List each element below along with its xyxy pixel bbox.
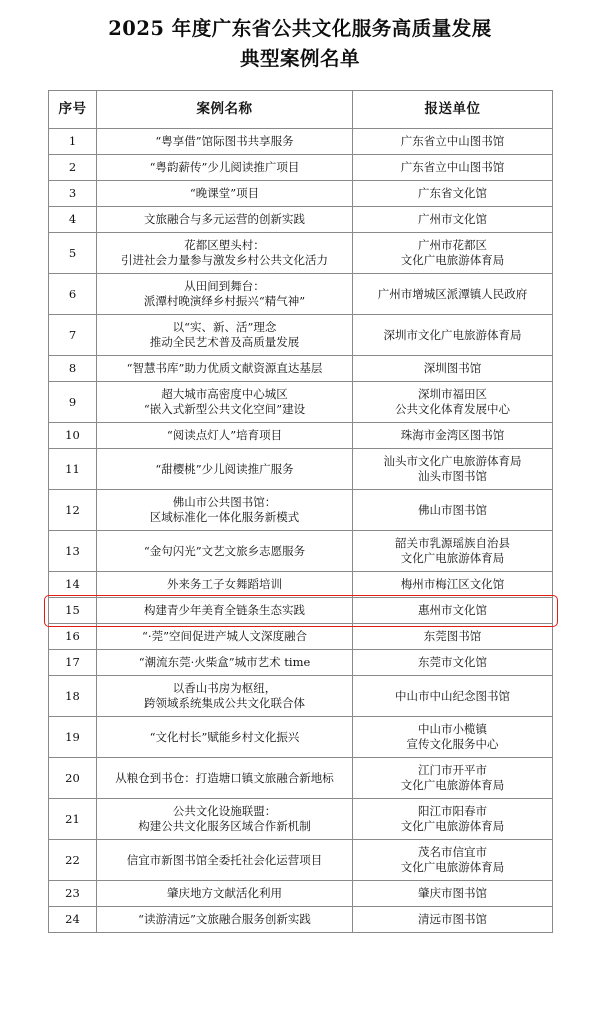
cell-submitting-unit <box>353 531 553 572</box>
cell-submitting-unit <box>353 423 553 449</box>
case-name-line: 信宜市新图书馆全委托社会化运营项目 <box>126 852 323 867</box>
table-row <box>49 274 553 315</box>
cell-case-name <box>97 274 353 315</box>
case-name-line: “潮流东莞·火柴盒”城市艺术 time <box>138 655 311 669</box>
cell-no: 21 <box>49 799 97 840</box>
cell-submitting-unit <box>353 233 553 274</box>
cell-no: 19 <box>49 717 97 758</box>
cell-submitting-unit <box>353 650 553 676</box>
submitting-unit-line: 宣传文化服务中心 <box>406 737 499 751</box>
table-row <box>49 907 553 933</box>
table-row <box>49 233 553 274</box>
cell-no: 10 <box>49 423 97 449</box>
cell-case-name <box>97 598 353 624</box>
submitting-unit-line: 文化广电旅游体育局 <box>400 819 505 833</box>
case-name-line: “金句闪光”文艺文旅乡志愿服务 <box>143 543 306 558</box>
table-row <box>49 717 553 758</box>
submitting-unit-line: 东莞市文化馆 <box>418 655 487 669</box>
submitting-unit-line: 中山市中山纪念图书馆 <box>395 688 510 703</box>
column-header-no: 序号 <box>49 91 97 129</box>
table-header-row <box>49 91 553 129</box>
title-line-2: 典型案例名单 <box>239 47 360 70</box>
cell-no: 23 <box>49 881 97 907</box>
submitting-unit-line: 广州市文化馆 <box>418 212 487 226</box>
table-row <box>49 490 553 531</box>
submitting-unit-line: 汕头市文化广电旅游体育局 <box>383 454 522 468</box>
case-list-table <box>48 90 553 933</box>
submitting-unit-line: 中山市小榄镇 <box>418 722 487 736</box>
cell-no: 1 <box>49 129 97 155</box>
cell-submitting-unit <box>353 155 553 181</box>
case-name-line: “晚课堂”项目 <box>189 186 260 200</box>
cell-case-name <box>97 650 353 676</box>
table-row <box>49 676 553 717</box>
cell-no: 20 <box>49 758 97 799</box>
cell-submitting-unit <box>353 129 553 155</box>
cell-no: 16 <box>49 624 97 650</box>
cell-case-name <box>97 799 353 840</box>
cell-no: 13 <box>49 531 97 572</box>
table-row <box>49 799 553 840</box>
cell-no: 18 <box>49 676 97 717</box>
case-name-line: 推动全民艺术普及高质量发展 <box>149 335 300 349</box>
case-name-line: “智慧书库”助力优质文献资源直达基层 <box>126 361 323 375</box>
table-row <box>49 881 553 907</box>
submitting-unit-line: 广东省立中山图书馆 <box>400 160 505 174</box>
table-row <box>49 155 553 181</box>
cell-submitting-unit <box>353 207 553 233</box>
case-name-line: 超大城市高密度中心城区 <box>161 387 288 401</box>
table-row <box>49 758 553 799</box>
submitting-unit-line: 广东省文化馆 <box>418 186 487 200</box>
cell-case-name <box>97 207 353 233</box>
cell-submitting-unit <box>353 840 553 881</box>
submitting-unit-line: 公共文化体育发展中心 <box>395 402 510 416</box>
table-row <box>49 449 553 490</box>
cell-submitting-unit <box>353 676 553 717</box>
submitting-unit-line: 文化广电旅游体育局 <box>400 860 505 874</box>
case-name-line: “甜樱桃”少儿阅读推广服务 <box>155 461 294 476</box>
cell-case-name <box>97 572 353 598</box>
cell-submitting-unit <box>353 598 553 624</box>
submitting-unit-line: 文化广电旅游体育局 <box>400 253 505 267</box>
cell-no: 12 <box>49 490 97 531</box>
cell-submitting-unit <box>353 881 553 907</box>
cell-case-name <box>97 129 353 155</box>
submitting-unit-line: 文化广电旅游体育局 <box>400 551 505 565</box>
table-row <box>49 423 553 449</box>
submitting-unit-line: 江门市开平市 <box>418 763 487 777</box>
submitting-unit-line: 梅州市梅江区文化馆 <box>400 577 505 591</box>
cell-submitting-unit <box>353 799 553 840</box>
submitting-unit-line: 珠海市金湾区图书馆 <box>400 428 505 442</box>
submitting-unit-line: 汕头市图书馆 <box>418 469 487 483</box>
submitting-unit-line: 广东省立中山图书馆 <box>400 134 505 148</box>
table-row <box>49 531 553 572</box>
cell-case-name <box>97 758 353 799</box>
case-name-line: 跨领域系统集成公共文化联合体 <box>144 696 305 710</box>
case-name-line: 区域标准化一体化服务新模式 <box>149 510 300 524</box>
submitting-unit-line: 深圳图书馆 <box>423 361 482 375</box>
case-name-line: “文化村长”赋能乡村文化振兴 <box>149 729 300 744</box>
submitting-unit-line: 广州市花都区 <box>418 238 487 252</box>
case-name-line: 文旅融合与多元运营的创新实践 <box>144 212 305 226</box>
cell-case-name <box>97 449 353 490</box>
cell-no: 17 <box>49 650 97 676</box>
table-row <box>49 840 553 881</box>
cell-case-name <box>97 717 353 758</box>
column-header-unit: 报送单位 <box>353 91 553 129</box>
submitting-unit-line: 阳江市阳春市 <box>418 804 487 818</box>
table-row <box>49 624 553 650</box>
case-name-line: “嵌入式新型公共文化空间”建设 <box>143 402 306 416</box>
cell-case-name <box>97 155 353 181</box>
cell-no: 4 <box>49 207 97 233</box>
cell-submitting-unit <box>353 624 553 650</box>
cell-no: 8 <box>49 356 97 382</box>
cell-submitting-unit <box>353 315 553 356</box>
cell-submitting-unit <box>353 382 553 423</box>
cell-case-name <box>97 382 353 423</box>
submitting-unit-line: 韶关市乳源瑶族自治县 <box>395 536 510 550</box>
submitting-unit-line: 深圳市文化广电旅游体育局 <box>383 327 522 342</box>
cell-no: 6 <box>49 274 97 315</box>
submitting-unit-line: 清远市图书馆 <box>418 912 487 926</box>
table-row <box>49 382 553 423</box>
table-row <box>49 598 553 624</box>
case-name-line: “粤韵薪传”少儿阅读推广项目 <box>149 160 300 174</box>
submitting-unit-line: 佛山市图书馆 <box>418 502 487 517</box>
cell-case-name <box>97 315 353 356</box>
cell-case-name <box>97 356 353 382</box>
cell-submitting-unit <box>353 758 553 799</box>
cell-no: 9 <box>49 382 97 423</box>
cell-case-name <box>97 840 353 881</box>
case-name-line: “阅读点灯人”培育项目 <box>166 428 283 442</box>
table-row <box>49 129 553 155</box>
cell-no: 22 <box>49 840 97 881</box>
cell-submitting-unit <box>353 572 553 598</box>
cell-submitting-unit <box>353 356 553 382</box>
case-name-line: 花都区塱头村： <box>184 238 265 252</box>
cell-case-name <box>97 181 353 207</box>
cell-submitting-unit <box>353 490 553 531</box>
cell-no: 11 <box>49 449 97 490</box>
submitting-unit-line: 惠州市文化馆 <box>418 603 487 617</box>
case-name-line: 派潭村晚演绎乡村振兴“精气神” <box>143 294 306 308</box>
case-name-line: 以香山书房为枢纽， <box>172 681 277 695</box>
table-row <box>49 650 553 676</box>
cell-case-name <box>97 676 353 717</box>
table-body <box>49 129 553 933</box>
case-name-line: 构建青少年美育全链条生态实践 <box>144 603 305 617</box>
submitting-unit-line: 广州市增城区派潭镇人民政府 <box>377 286 528 301</box>
submitting-unit-line: 文化广电旅游体育局 <box>400 778 505 792</box>
cell-no: 15 <box>49 598 97 624</box>
cell-submitting-unit <box>353 907 553 933</box>
case-name-line: 从田间到舞台： <box>184 279 265 293</box>
case-name-line: 引进社会力量参与激发乡村公共文化活力 <box>121 253 328 267</box>
cell-case-name <box>97 881 353 907</box>
case-name-line: 公共文化设施联盟： <box>172 804 277 818</box>
case-name-line: “粤享借”馆际图书共享服务 <box>155 134 294 148</box>
table-row <box>49 356 553 382</box>
case-name-line: 构建公共文化服务区域合作新机制 <box>138 819 311 833</box>
cell-case-name <box>97 531 353 572</box>
cell-no: 14 <box>49 572 97 598</box>
cell-no: 7 <box>49 315 97 356</box>
title-line-1: 2025 年度广东省公共文化服务高质量发展 <box>108 17 492 40</box>
cell-submitting-unit <box>353 717 553 758</box>
cell-case-name <box>97 423 353 449</box>
case-name-line: 外来务工子女舞蹈培训 <box>167 577 282 591</box>
table-row <box>49 315 553 356</box>
cell-no: 5 <box>49 233 97 274</box>
cell-case-name <box>97 490 353 531</box>
submitting-unit-line: 茂名市信宜市 <box>418 845 487 859</box>
submitting-unit-line: 东莞图书馆 <box>423 629 482 643</box>
cell-submitting-unit <box>353 274 553 315</box>
case-name-line: 以“实、新、活”理念 <box>172 320 277 334</box>
cell-no: 2 <box>49 155 97 181</box>
page-title <box>0 14 600 74</box>
cell-case-name <box>97 233 353 274</box>
case-name-line: “·莞”空间促进产城人文深度融合 <box>142 629 307 643</box>
cell-submitting-unit <box>353 181 553 207</box>
case-name-line: 从粮仓到书仓：打造塘口镇文旅融合新地标 <box>115 770 334 785</box>
cell-case-name <box>97 907 353 933</box>
case-list-table-wrap <box>48 90 552 933</box>
cell-no: 3 <box>49 181 97 207</box>
case-name-line: 佛山市公共图书馆： <box>172 495 277 509</box>
cell-case-name <box>97 624 353 650</box>
column-header-name: 案例名称 <box>97 91 353 129</box>
cell-no: 24 <box>49 907 97 933</box>
table-row <box>49 207 553 233</box>
submitting-unit-line: 肇庆市图书馆 <box>418 886 487 900</box>
case-name-line: 肇庆地方文献活化利用 <box>167 886 282 900</box>
table-row <box>49 181 553 207</box>
cell-submitting-unit <box>353 449 553 490</box>
case-name-line: “读游清远”文旅融合服务创新实践 <box>138 912 311 926</box>
table-row <box>49 572 553 598</box>
submitting-unit-line: 深圳市福田区 <box>418 387 487 401</box>
